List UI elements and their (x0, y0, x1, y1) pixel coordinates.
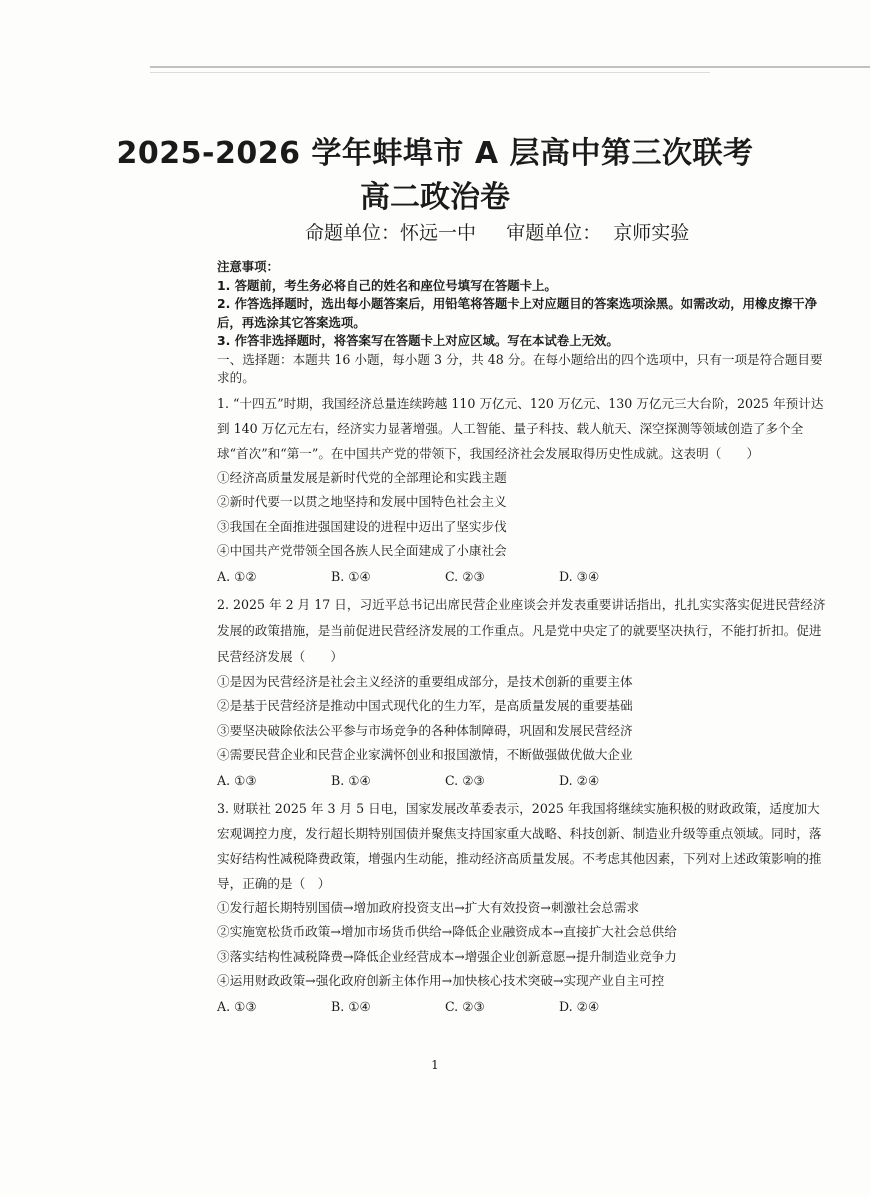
answer-choices (217, 564, 827, 589)
option-statement: ①发行超长期特别国债→增加政府投资支出→扩大有效投资→刺激社会总需求 (217, 899, 640, 915)
question-3 (217, 796, 827, 1019)
notice-heading: 注意事项： (217, 259, 279, 274)
option-statement: ④运用财政政策→强化政府创新主体作用→加快核心技术突破→实现产业自主可控 (217, 973, 665, 988)
section-heading: 一、选择题：本题共 16 小题，每小题 3 分，共 48 分。在每小题给出的四个选项中，只有一项是符合题目要求的。 (217, 351, 823, 385)
choice-a: A. ①③ (217, 772, 257, 788)
option-statement: ③我国在全面推进强国建设的进程中迈出了坚实步伐 (217, 518, 507, 534)
option-statement: ③要坚决破除依法公平参与市场竞争的各种体制障碍，巩固和发展民营经济 (217, 722, 633, 738)
option-statement: ③落实结构性减税降费→降低企业经营成本→增强企业创新意愿→提升制造业竞争力 (217, 948, 677, 964)
reviewer-unit: 审题单位： 京师实验 (506, 222, 690, 244)
setter-unit: 命题单位：怀远一中 (305, 222, 477, 244)
choice-d: D. ②④ (559, 772, 600, 788)
exam-body (217, 258, 827, 1019)
question-2 (217, 592, 827, 793)
notice-item: 2. 作答选择题时，选出每小题答案后，用铅笔将答题卡上对应题目的答案选项涂黑。如需改动，用橡皮擦干净后，再选涂其它答案选项。 (217, 296, 818, 330)
exam-subtitle: 高二政治卷 (360, 180, 510, 215)
option-statement: ④中国共产党带领全国各族人民全面建成了小康社会 (217, 543, 507, 558)
choice-c: C. ②③ (445, 568, 485, 584)
choice-c: C. ②③ (445, 772, 485, 788)
answer-choices (217, 994, 827, 1019)
question-stem: 3. 财联社 2025 年 3 月 5 日电，国家发展改革委表示，2025 年我国将继续实施积极的财政政策，适度加大宏观调控力度，发行超长期特别国债并聚焦支持国家重大战略、科技创新、制造业升级等重点领域。同时，落实好结构性减税降费政策，增强内生动能，推动经济高质量发展。不考虑其他因素，下列对上述政策影响的推导，正确的是（ ） (217, 800, 822, 891)
answer-choices (217, 768, 827, 793)
option-statement: ①经济高质量发展是新时代党的全部理论和实践主题 (217, 469, 507, 485)
question-1 (217, 391, 827, 589)
choice-b: B. ①④ (331, 772, 371, 788)
choice-a: A. ①③ (217, 998, 257, 1014)
option-statement: ①是因为民营经济是社会主义经济的重要组成部分，是技术创新的重要主体 (217, 673, 633, 689)
option-statement: ②实施宽松货币政策→增加市场货币供给→降低企业融资成本→直接扩大社会总供给 (217, 924, 677, 939)
page-number: 1 (431, 1058, 439, 1072)
notice-item: 1. 答题前，考生务必将自己的姓名和座位号填写在答题卡上。 (217, 277, 557, 293)
choice-d: D. ③④ (559, 568, 600, 584)
notice-block (217, 258, 827, 351)
choice-a: A. ①② (217, 568, 257, 584)
exam-title: 2025-2026 学年蚌埠市 A 层高中第三次联考 (116, 136, 754, 171)
option-statement: ④需要民营企业和民营企业家满怀创业和报国激情，不断做强做优做大企业 (217, 747, 633, 762)
notice-item: 3. 作答非选择题时，将答案写在答题卡上对应区域。写在本试卷上无效。 (217, 333, 619, 348)
option-statement: ②新时代要一以贯之地坚持和发展中国特色社会主义 (217, 494, 507, 509)
choice-d: D. ②④ (559, 998, 600, 1014)
choice-c: C. ②③ (445, 998, 485, 1014)
question-stem: 2. 2025 年 2 月 17 日，习近平总书记出席民营企业座谈会并发表重要讲话指出，扎扎实实落实促进民营经济发展的政策措施，是当前促进民营经济发展的工作重点。凡是党中央定了的就要坚决执行，不能打折扣。促进民营经济发展（ ） (217, 596, 826, 664)
exam-units (305, 218, 689, 245)
option-statement: ②是基于民营经济是推动中国式现代化的生力军，是高质量发展的重要基础 (217, 698, 633, 713)
question-stem: 1. “十四五”时期，我国经济总量连续跨越 110 万亿元、120 万亿元、130 万亿元三大台阶，2025 年预计达到 140 万亿元左右，经济实力显著增强。人工智能、量子科技、载人航天、深空探测等领域创造了多个全球“首次”和“第一”。在中国共产党的带领下，我国经济社会发展取得历史性成就。这表明（ ） (217, 395, 824, 461)
choice-b: B. ①④ (331, 998, 371, 1014)
scan-edge-line-faint (150, 72, 710, 73)
choice-b: B. ①④ (331, 568, 371, 584)
scan-edge-line (150, 66, 870, 68)
